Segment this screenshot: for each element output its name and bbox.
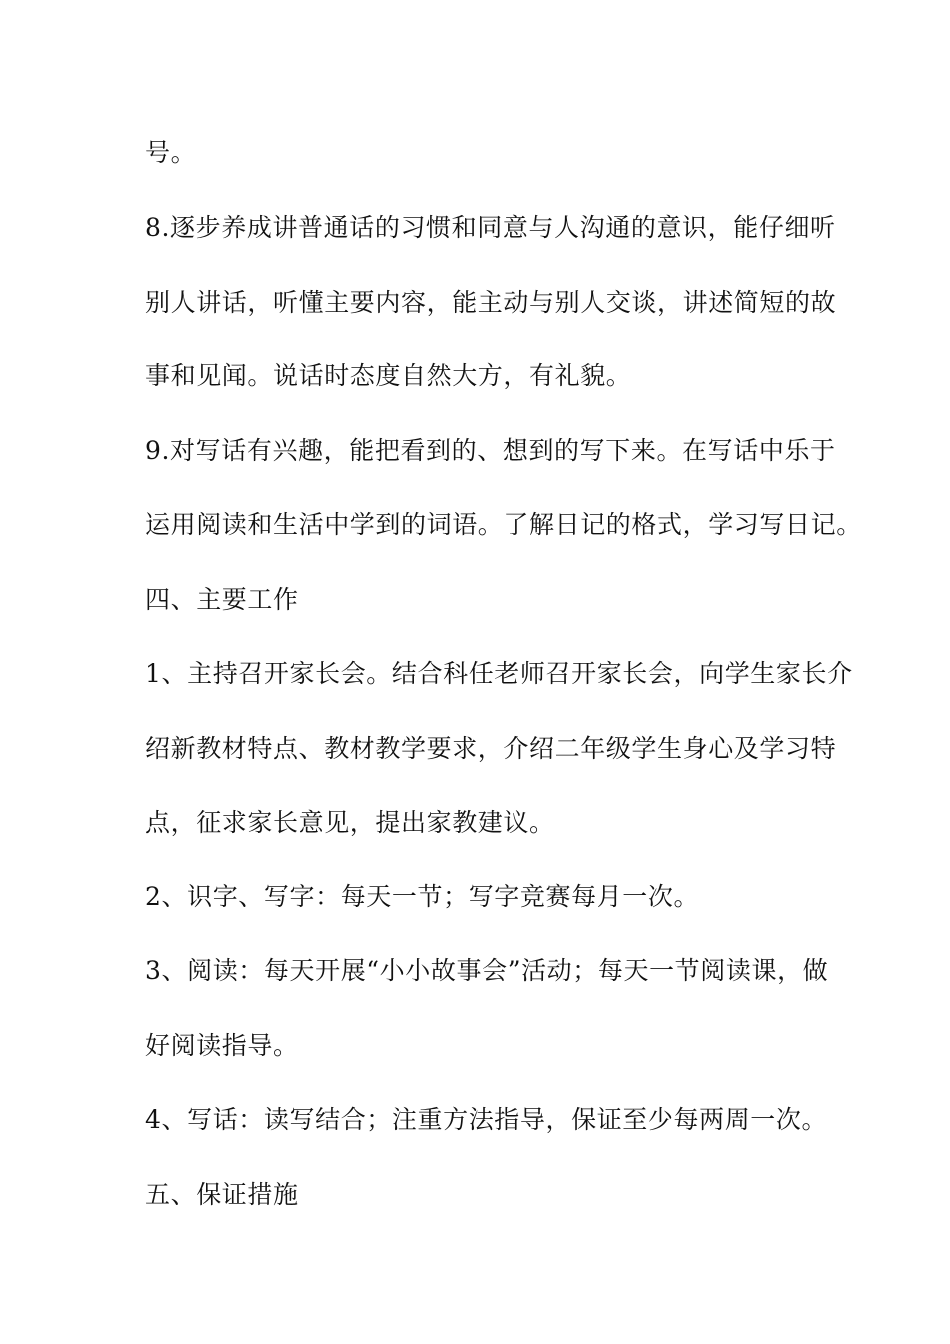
text-line: 号。 <box>145 138 197 167</box>
text-line: 别人讲话，听懂主要内容，能主动与别人交谈，讲述简短的故 <box>145 288 837 317</box>
text-line: 3、阅读：每天开展“小小故事会”活动；每天一节阅读课，做 <box>145 956 829 985</box>
section-heading: 四、主要工作 <box>145 585 299 614</box>
text-line: 1、主持召开家长会。结合科任老师召开家长会，向学生家长介 <box>145 659 853 688</box>
text-line: 8.逐步养成讲普通话的习惯和同意与人沟通的意识，能仔细听 <box>145 213 836 242</box>
text-line: 9.对写话有兴趣，能把看到的、想到的写下来。在写话中乐于 <box>145 436 836 465</box>
text-line: 事和见闻。说话时态度自然大方，有礼貌。 <box>145 361 632 390</box>
text-line: 点，征求家长意见，提出家教建议。 <box>145 808 555 837</box>
text-line: 好阅读指导。 <box>145 1031 299 1060</box>
text-line: 2、识字、写字：每天一节；写字竞赛每月一次。 <box>145 882 700 911</box>
text-line: 绍新教材特点、教材教学要求，介绍二年级学生身心及学习特 <box>145 734 837 763</box>
text-line: 运用阅读和生活中学到的词语。了解日记的格式，学习写日记。 <box>145 510 862 539</box>
section-heading: 五、保证措施 <box>145 1180 299 1209</box>
text-line: 4、写话：读写结合；注重方法指导，保证至少每两周一次。 <box>145 1105 828 1134</box>
